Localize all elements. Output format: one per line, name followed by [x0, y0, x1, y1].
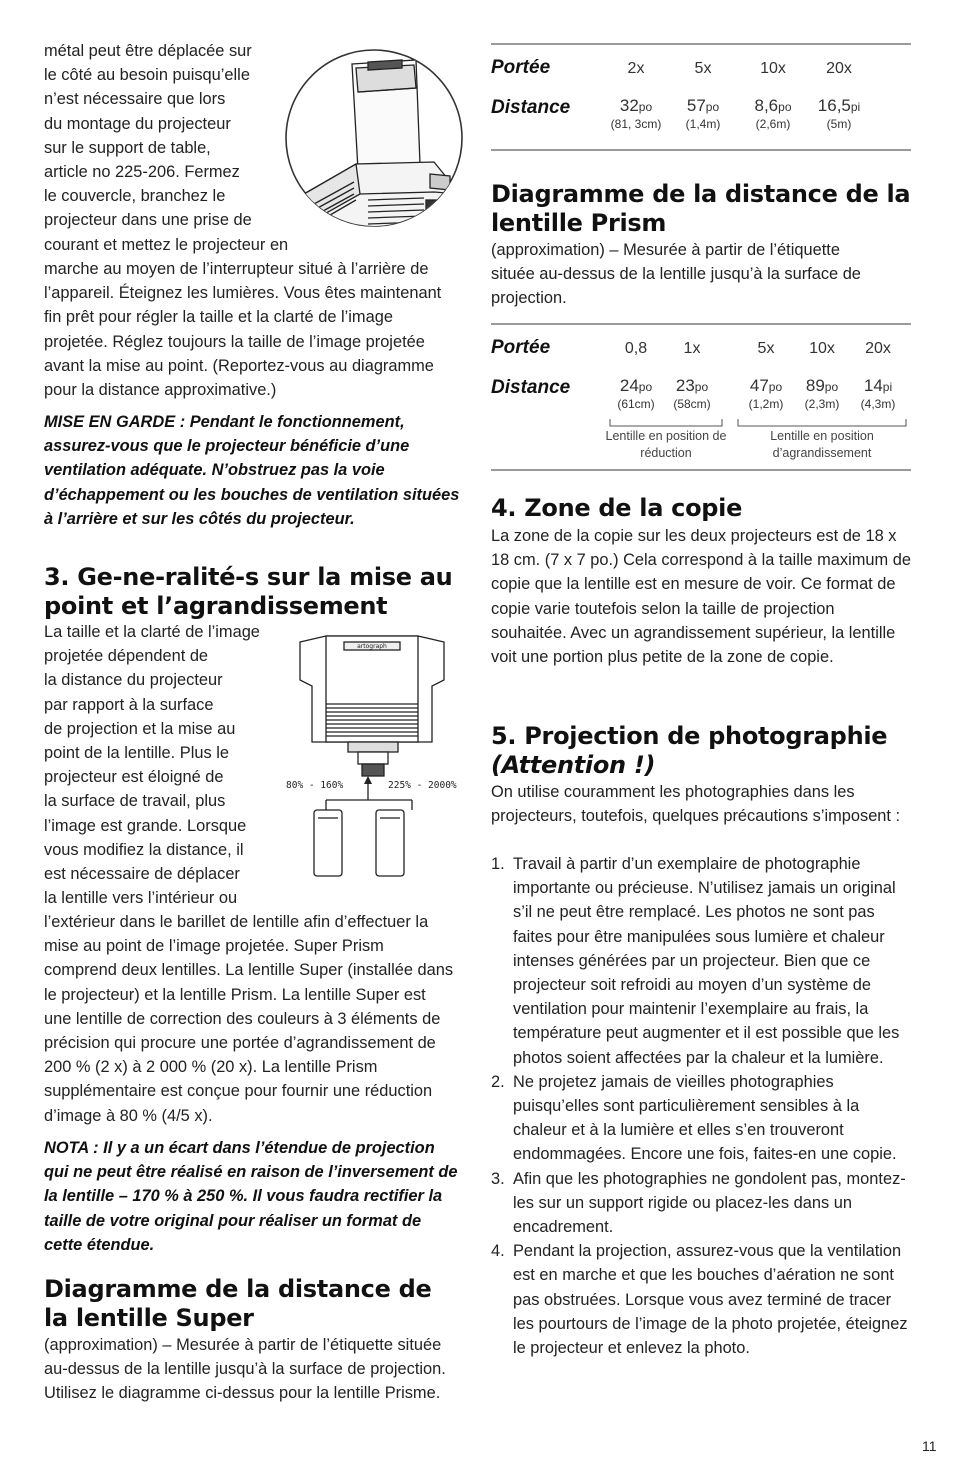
intro-line: courant et mettez le projecteur en: [44, 235, 289, 254]
distance-unit: po: [638, 380, 653, 394]
section-5-title-attention: (Attention !): [491, 751, 656, 779]
distance-unit: pi: [882, 380, 893, 394]
photo-steps-list: [491, 852, 913, 1360]
table1-col: [670, 60, 736, 131]
intro-line: métal peut être déplacée sur: [44, 42, 252, 60]
table2-col: [796, 340, 848, 411]
distance-metric: (2,3m): [804, 397, 840, 411]
section-5-intro: On utilise couramment les photographies dans les projecteurs, toutefois, quelques précautions s’imposent :: [491, 783, 901, 826]
section-3-line: vous modifiez la distance, il: [44, 840, 244, 859]
distance-unit: po: [705, 100, 720, 114]
distance-unit: po: [778, 100, 792, 114]
portee-value: 20x: [826, 60, 852, 77]
distance-metric: (81, 3cm): [610, 117, 662, 131]
list-item: [491, 852, 913, 1070]
portee-value: 10x: [809, 340, 835, 357]
list-item-number: 1.: [491, 855, 505, 873]
section-3-line: point de la lentille. Plus le: [44, 744, 229, 763]
distance-metric: (61cm): [617, 397, 655, 411]
section-3-continuation: l’extérieur dans le barillet de lentille afin d’effectuer la mise au point de l’image projetée. Super Prism comprend deux lentilles. La lentille Super (installée dans le projecteur) et la lentille Prism. La lentille Super est une lentille de correction des couleurs à 3 éléments de précision qui procure une portée d’agrandissement de 200 % (2 x) à 2 000 % (20 x). La lentille Prism supplémentaire est conçue pour fournir une réduction d’image à 80 % (4/5 x).: [44, 913, 454, 1125]
section-3-line: par rapport à la surface: [44, 695, 214, 714]
distance-value: 57: [686, 96, 706, 115]
portee-value: 5x: [757, 340, 775, 357]
distance-metric: (2,6m): [755, 117, 791, 131]
section-3-line: la distance du projecteur: [44, 671, 223, 690]
section-3-title: 3. Ge-ne-ralité-s sur la mise au point et l’agrandissement: [44, 563, 453, 620]
lens-range-left: 80% - 160%: [286, 780, 344, 791]
distance-value: 24: [619, 376, 639, 395]
intro-continuation: marche au moyen de l’interrupteur situé à l’arrière de l’appareil. Éteignez les lumières. Vous êtes maintenant fin prêt pour régler la taille et la clarté de l’image projetée. Réglez toujours la taille de l’image projetée avant la mise au point. (Reportez-vous au diagramme pour la distance approximative.): [44, 260, 442, 400]
section-4-text: La zone de la copie sur les deux projecteurs est de 18 x 18 cm. (7 x 7 po.) Cela correspond à la taille maximum de copie que la lentille est en mesure de voir. Ce format de copie varie toutefois selon la taille de projection souhaitée. Avec un agrandissement supérieur, la lentille voit une portion plus petite de la zone de copie.: [491, 527, 911, 667]
portee-value: 1x: [683, 340, 701, 357]
section-3-line: la surface de travail, plus: [44, 792, 226, 811]
distance-unit: po: [638, 100, 653, 114]
list-item-text: Travail à partir d’un exemplaire de photographie importante ou précieuse. N’utilisez jamais un original s’il ne peut être remplacé. Les photos ne sont pas faites pour être manipulées sous lumière et chaleur intenses générées par un projecteur. Bien que ce projecteur soit refroidi au moyen d’un système de ventilation pour maintenir l’exemplaire au frais, la température peut augmenter et il est possible que les photos soient affectées par la chaleur et la lumière.: [513, 855, 900, 1067]
section-3-line: projecteur est éloigné de: [44, 768, 224, 787]
section-3-line: est nécessaire de déplacer: [44, 865, 240, 884]
distance-unit: po: [768, 380, 783, 394]
note-text: NOTA : Il y a un écart dans l’étendue de projection qui ne peut être réalisé en raison de l’inversement de la lentille – 170 % à 250 %. Il vous faudra rectifier la taille de votre original pour réaliser un format de cette étendue.: [44, 1139, 458, 1254]
lens-diagram: [286, 632, 458, 884]
section-3-lines: [44, 620, 284, 910]
section-3-line: projetée dépendent de: [44, 647, 209, 666]
distance-value: 8,6: [754, 96, 779, 115]
section-4-title: 4. Zone de la copie: [491, 494, 743, 522]
section-5-title: [491, 722, 911, 780]
table2-col: [610, 340, 662, 411]
list-item-text: Ne projetez jamais de vieilles photographies puisqu’elles sont particulièrement sensibles à la chaleur et à la lumière et elles s’en trouveront endommagées. Encore une fois, faites-en une copie.: [513, 1072, 897, 1164]
distance-metric: (58cm): [673, 397, 711, 411]
portee-value: 10x: [760, 60, 786, 77]
super-lens-title: Diagramme de la distance de la lentille Super: [44, 1275, 432, 1332]
table2-distance-label: Distance: [491, 377, 571, 398]
section-3-line: l’image est grande. Lorsque: [44, 816, 247, 835]
list-item-text: Afin que les photographies ne gondolent pas, montez-les sur un support rigide ou placez-les dans un encadrement.: [513, 1169, 906, 1237]
reduction-caption: Lentille en position de réduction: [605, 429, 727, 460]
list-item: [491, 1167, 913, 1240]
distance-unit: pi: [850, 100, 861, 114]
distance-value: 16,5: [817, 96, 851, 115]
distance-metric: (1,2m): [748, 397, 784, 411]
table2-portee-label: Portée: [491, 337, 551, 358]
table2-col: [740, 340, 792, 411]
section-3-line: la lentille vers l’intérieur ou: [44, 889, 238, 908]
distance-value: 89: [805, 376, 825, 395]
portee-value: 2x: [627, 60, 645, 77]
table2-col: [666, 340, 718, 411]
section-3-line: de projection et la mise au: [44, 719, 236, 738]
list-item-number: 3.: [491, 1169, 505, 1188]
distance-value: 23: [675, 376, 695, 395]
intro-line: le côté au besoin puisqu’elle: [44, 66, 250, 85]
portee-value: 5x: [694, 60, 712, 77]
table1-distance-label: Distance: [491, 97, 571, 118]
portee-value: 20x: [865, 340, 891, 357]
distance-metric: (5m): [826, 117, 852, 131]
page-number: 11: [922, 1438, 937, 1454]
lens-brand-label: artograph: [357, 643, 387, 650]
list-item-number: 2.: [491, 1072, 505, 1091]
list-item-text: Pendant la projection, assurez-vous que la ventilation est en marche et que les bouches d’aération ne sont pas obstruées. Lorsque vous avez terminé de tracer les pourtours de l’image de la photo projetée, éteignez le projecteur et enlevez la photo.: [513, 1242, 908, 1358]
portee-value: 0,8: [624, 340, 648, 357]
warning-text: MISE EN GARDE : Pendant le fonctionnement, assurez-vous que le projecteur bénéficie d’une ventilation adéquate. N’obstruez pas la voie d’échappement ou les bouches de ventilation situées à l’arrière et sur les côtés du projecteur.: [44, 413, 460, 528]
section-5-title-main: 5. Projection de photographie: [491, 722, 888, 750]
prism-lens-title: Diagramme de la distance de la lentille Prism: [491, 180, 911, 237]
table1-col: [598, 60, 674, 131]
table2-top-rule: [491, 323, 911, 325]
distance-unit: po: [824, 380, 839, 394]
table1-col: [806, 60, 872, 131]
projector-illustration: [284, 44, 464, 232]
intro-line: projecteur dans une prise de: [44, 211, 252, 230]
table2-bottom-rule: [491, 469, 911, 471]
distance-metric: (1,4m): [685, 117, 721, 131]
intro-line: du montage du projecteur: [44, 114, 231, 133]
list-item-number: 4.: [491, 1242, 505, 1261]
list-item: [491, 1070, 913, 1167]
table1-col: [740, 60, 806, 131]
table1-portee-label: Portée: [491, 57, 551, 78]
lens-range-right: 225% - 2000%: [388, 780, 457, 791]
table1-bottom-rule: [491, 149, 911, 151]
distance-value: 32: [619, 96, 639, 115]
intro-line: sur le support de table,: [44, 138, 211, 157]
table1-top-rule: [491, 43, 911, 45]
distance-unit: po: [694, 380, 709, 394]
list-item: [491, 1239, 913, 1360]
distance-value: 14: [863, 376, 883, 395]
table2-col: [852, 340, 904, 411]
super-lens-text: (approximation) – Mesurée à partir de l’étiquette située au-dessus de la lentille jusqu’à la surface de projection. Utilisez le diagramme ci-dessus pour la lentille Prisme.: [44, 1336, 446, 1403]
intro-line: le couvercle, branchez le: [44, 187, 226, 206]
intro-line: n’est nécessaire que lors: [44, 90, 226, 109]
enlargement-caption: Lentille en position d’agrandissement: [770, 429, 874, 460]
distance-value: 47: [749, 376, 769, 395]
prism-lens-text: (approximation) – Mesurée à partir de l’étiquette située au-dessus de la lentille jusqu’à la surface de projection.: [491, 241, 861, 308]
distance-metric: (4,3m): [860, 397, 896, 411]
intro-line: article no 225-206. Fermez: [44, 163, 240, 182]
section-3-line: La taille et la clarté de l’image: [44, 623, 260, 641]
